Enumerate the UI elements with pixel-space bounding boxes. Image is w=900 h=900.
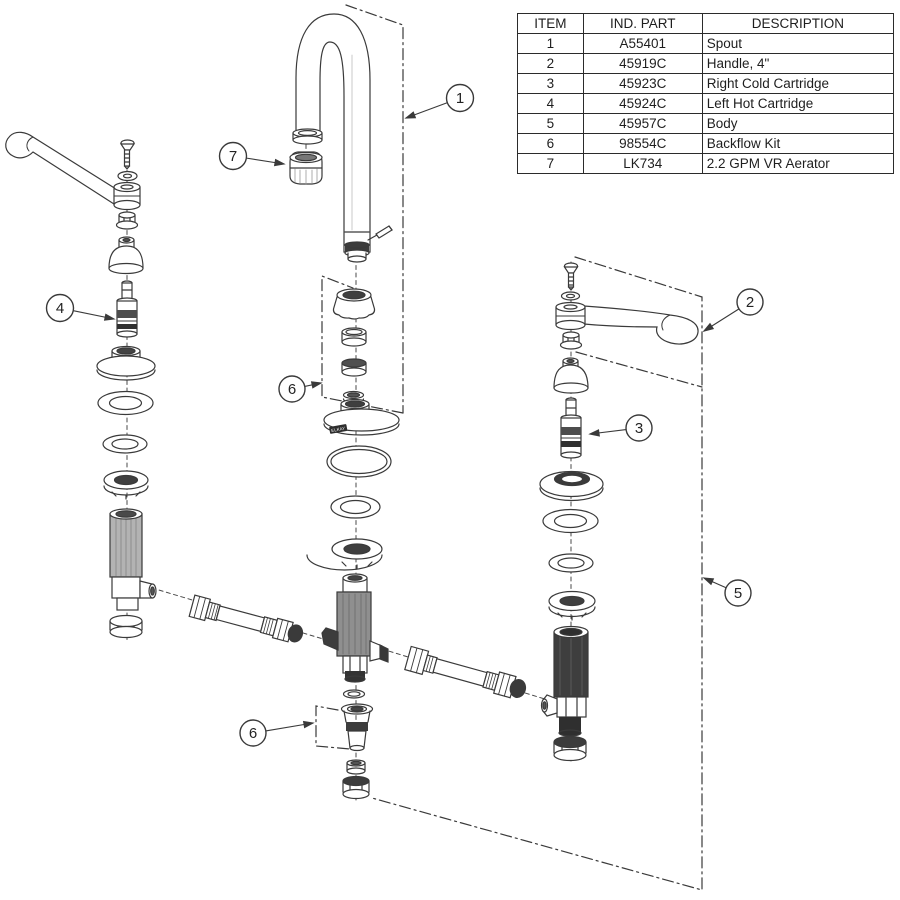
callout-4	[47, 295, 115, 322]
cell-desc: Spout	[702, 34, 893, 54]
center-escutcheon	[324, 400, 399, 436]
cell-item: 5	[518, 114, 584, 134]
left-washer-1	[98, 392, 153, 415]
cell-item: 2	[518, 54, 584, 74]
left-hot-cartridge	[117, 281, 137, 337]
cell-item: 7	[518, 154, 584, 174]
callout-6-lower	[240, 720, 313, 746]
body-left-port	[322, 628, 338, 650]
right-washer-2	[549, 554, 593, 572]
left-handle-washer	[118, 172, 137, 181]
cell-part: 45923C	[583, 74, 702, 94]
left-locknut	[104, 471, 148, 499]
callout-6-upper	[279, 376, 321, 402]
escutcheon-brand-label: ELKAY	[330, 425, 346, 433]
left-handle-screw	[121, 140, 134, 169]
check-valve	[342, 704, 373, 751]
callout-1	[406, 85, 474, 119]
cell-desc: Left Hot Cartridge	[702, 94, 893, 114]
callout-7	[220, 143, 285, 170]
cell-part: A55401	[583, 34, 702, 54]
header-description: DESCRIPTION	[702, 14, 893, 34]
cell-part: 98554C	[583, 134, 702, 154]
svg-text:2: 2	[745, 294, 755, 311]
right-shank	[542, 627, 589, 737]
cell-desc: Backflow Kit	[702, 134, 893, 154]
right-shank-port	[542, 695, 558, 716]
header-ind-part: IND. PART	[583, 14, 702, 34]
svg-text:1: 1	[455, 90, 465, 107]
cell-item: 3	[518, 74, 584, 94]
left-washer-2	[103, 435, 147, 453]
svg-text:6: 6	[287, 381, 297, 398]
right-handle-nut	[561, 332, 582, 349]
left-escutcheon-flange	[97, 347, 155, 381]
left-handle	[6, 132, 140, 209]
coupling-nut	[333, 289, 374, 319]
right-escutcheon-flange	[540, 472, 603, 501]
aerator	[290, 152, 322, 184]
cell-desc: Handle, 4"	[702, 54, 893, 74]
svg-text:7: 7	[228, 148, 238, 165]
center-small-washer	[344, 690, 365, 698]
table-row	[518, 94, 894, 114]
center-o-ring	[327, 446, 391, 477]
left-dome-cap	[109, 237, 143, 274]
cell-desc: Body	[702, 114, 893, 134]
backflow-spacer-ring	[342, 328, 366, 346]
backflow-dark-ring	[342, 359, 366, 376]
right-handle-assembly	[540, 263, 698, 761]
svg-text:4: 4	[55, 300, 65, 317]
body-shank	[322, 574, 388, 682]
cell-part: 45919C	[583, 54, 702, 74]
table-row	[518, 74, 894, 94]
center-washer	[331, 496, 380, 518]
table-row	[518, 34, 894, 54]
cell-desc: 2.2 GPM VR Aerator	[702, 154, 893, 174]
parts-list-table	[517, 13, 894, 174]
cell-item: 1	[518, 34, 584, 54]
cell-part: 45924C	[583, 94, 702, 114]
svg-text:6: 6	[248, 725, 258, 742]
center-body-assembly	[307, 289, 399, 799]
table-row	[518, 134, 894, 154]
header-item: ITEM	[518, 14, 584, 34]
left-handle-assembly	[6, 132, 156, 637]
svg-text:5: 5	[733, 585, 743, 602]
left-supply-hose	[189, 595, 305, 646]
center-bottom-nut	[343, 777, 369, 799]
cell-item: 4	[518, 94, 584, 114]
callouts	[47, 85, 764, 747]
body-right-port	[370, 641, 388, 662]
right-shank-nut	[554, 737, 586, 761]
table-row	[518, 114, 894, 134]
right-handle-washer	[562, 292, 580, 300]
left-handle-nut	[117, 212, 138, 229]
cell-part: LK734	[583, 154, 702, 174]
right-supply-hose	[405, 646, 528, 702]
left-shank-nut	[110, 616, 142, 638]
callout-2	[704, 289, 763, 331]
callout-5	[704, 578, 751, 606]
svg-text:3: 3	[634, 420, 644, 437]
spout-set-screw	[368, 226, 392, 240]
table-row	[518, 154, 894, 174]
spout-outlet	[293, 129, 322, 144]
right-washer-1	[543, 510, 598, 533]
spout	[293, 14, 392, 262]
right-dome-cap	[554, 358, 588, 393]
parts-table-header-row	[518, 14, 894, 34]
right-cold-cartridge	[561, 398, 581, 458]
cell-item: 6	[518, 134, 584, 154]
left-shank	[110, 509, 156, 610]
check-valve-ring	[347, 760, 365, 774]
cell-part: 45957C	[583, 114, 702, 134]
cell-desc: Right Cold Cartridge	[702, 74, 893, 94]
right-locknut	[549, 592, 595, 621]
table-row	[518, 54, 894, 74]
callout-3	[590, 415, 652, 441]
right-handle-screw	[565, 263, 578, 290]
center-locknut	[307, 539, 382, 570]
